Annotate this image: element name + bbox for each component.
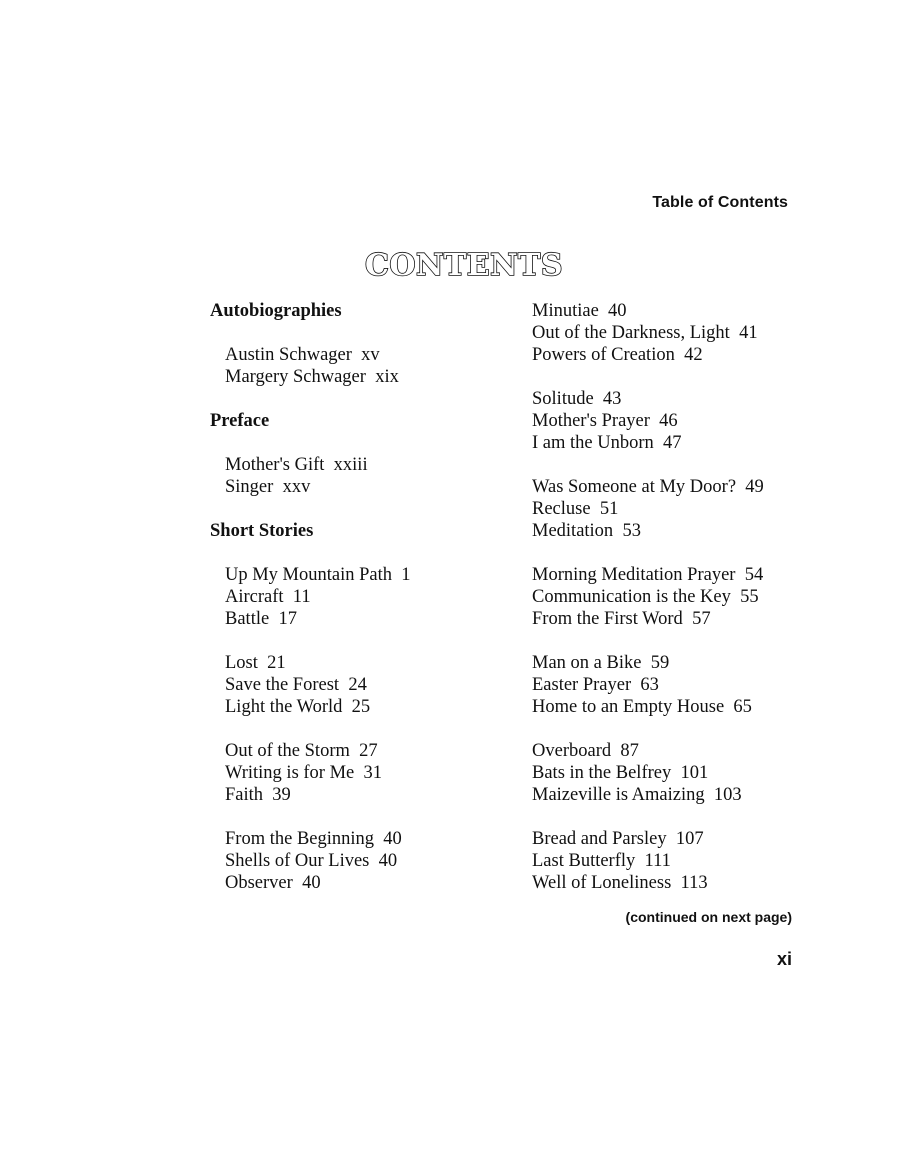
section-spacer <box>210 498 510 520</box>
toc-entry <box>532 300 832 322</box>
toc-entry-page: 111 <box>644 851 671 871</box>
toc-entry <box>532 740 832 762</box>
toc-entry <box>532 388 832 410</box>
section-spacer <box>210 542 510 564</box>
toc-entry-page: 1 <box>401 565 411 585</box>
toc-entry <box>210 476 510 498</box>
page-number: xi <box>776 949 792 969</box>
toc-entry-title: Mother's Gift <box>225 455 325 475</box>
toc-entry <box>532 608 832 630</box>
section-spacer <box>532 366 832 388</box>
toc-entry <box>532 498 832 520</box>
toc-entry <box>210 652 510 674</box>
toc-entry-title: Writing is for Me <box>225 763 355 783</box>
section-spacer <box>532 542 832 564</box>
toc-entry-page: 31 <box>363 763 382 783</box>
toc-entry <box>210 696 510 718</box>
continued-note: (continued on next page) <box>625 909 792 925</box>
toc-entry <box>210 564 510 586</box>
toc-entry <box>532 652 832 674</box>
toc-entry-page: xxiii <box>333 455 368 475</box>
toc-entry-page: 51 <box>599 499 619 519</box>
toc-entry-page: 40 <box>302 873 321 893</box>
toc-entry <box>210 872 510 894</box>
toc-entry-title: From the First Word <box>532 609 683 629</box>
toc-entry <box>210 454 510 476</box>
toc-entry-page: 49 <box>745 477 764 497</box>
toc-entry-title: Solitude <box>532 389 594 409</box>
toc-entry-page: 40 <box>383 829 402 849</box>
toc-entry-page: 53 <box>622 521 641 541</box>
toc-entry <box>210 608 510 630</box>
toc-entry-page: 42 <box>684 345 703 365</box>
toc-entry-page: 46 <box>659 411 678 431</box>
toc-entry-page: 43 <box>602 389 622 409</box>
toc-entry-page: 65 <box>733 697 752 717</box>
toc-entry-title: I am the Unborn <box>532 433 654 453</box>
toc-entry-title: Maizeville is Amaizing <box>532 785 705 805</box>
toc-entry-title: Easter Prayer <box>532 675 632 695</box>
toc-entry-page: 103 <box>713 785 742 805</box>
section-spacer <box>532 630 832 652</box>
toc-entry-title: Margery Schwager <box>225 367 366 387</box>
toc-entry <box>532 520 832 542</box>
toc-entry-page: 113 <box>680 873 708 893</box>
toc-entry <box>532 828 832 850</box>
toc-entry <box>532 476 832 498</box>
toc-entry <box>210 586 510 608</box>
toc-entry-title: Powers of Creation <box>532 345 675 365</box>
toc-entry-page: 40 <box>608 301 627 321</box>
toc-entry-page: 107 <box>675 829 704 849</box>
toc-entry <box>532 872 832 894</box>
toc-entry <box>532 564 832 586</box>
section-heading: Preface <box>210 411 270 431</box>
toc-entry-title: Out of the Storm <box>225 741 350 761</box>
section-spacer <box>210 806 510 828</box>
toc-entry-title: Overboard <box>532 741 612 761</box>
toc-right-column <box>532 300 832 894</box>
toc-entry <box>532 784 832 806</box>
toc-entry-page: 63 <box>640 675 659 695</box>
toc-entry-title: Well of Loneliness <box>532 873 672 893</box>
section-heading: Autobiographies <box>210 301 342 321</box>
toc-entry-title: Battle <box>225 609 270 629</box>
toc-entry-page: xxv <box>282 477 311 497</box>
toc-entry <box>532 344 832 366</box>
toc-entry <box>532 850 832 872</box>
toc-entry-title: Save the Forest <box>225 675 340 695</box>
toc-entry-title: Up My Mountain Path <box>225 565 393 585</box>
toc-entry-page: 57 <box>692 609 711 629</box>
toc-entry-page: xv <box>361 345 380 365</box>
toc-entry-title: Shells of Our Lives <box>225 851 370 871</box>
toc-entry-title: Singer <box>225 477 274 497</box>
section-spacer <box>210 432 510 454</box>
toc-entry-page: 21 <box>267 653 286 673</box>
section-spacer <box>532 718 832 740</box>
running-header: Table of Contents <box>652 194 788 211</box>
toc-entry <box>210 740 510 762</box>
toc-entry-title: Recluse <box>532 499 591 519</box>
toc-entry-page: 39 <box>272 785 291 805</box>
toc-left-column <box>210 300 510 894</box>
toc-entry-title: Bread and Parsley <box>532 829 667 849</box>
section-spacer <box>532 806 832 828</box>
toc-entry <box>210 850 510 872</box>
toc-entry-title: Morning Meditation Prayer <box>532 565 736 585</box>
toc-entry-page: 54 <box>744 565 764 585</box>
toc-entry-title: Faith <box>225 785 264 805</box>
toc-entry-page: xix <box>375 367 399 387</box>
section-spacer <box>210 388 510 410</box>
section-spacer <box>210 322 510 344</box>
toc-entry-page: 40 <box>378 851 398 871</box>
toc-entry-title: Out of the Darkness, Light <box>532 323 730 343</box>
toc-entry-title: Observer <box>225 873 293 893</box>
toc-entry-page: 101 <box>680 763 709 783</box>
toc-entry-title: Was Someone at My Door? <box>532 477 737 497</box>
toc-entry-page: 24 <box>348 675 367 695</box>
toc-entry-page: 27 <box>359 741 378 761</box>
toc-entry-title: Man on a Bike <box>532 653 642 673</box>
toc-entry-title: Last Butterfly <box>532 851 636 871</box>
toc-entry-page: 59 <box>650 653 670 673</box>
toc-entry-page: 25 <box>351 697 371 717</box>
toc-entry <box>532 432 832 454</box>
toc-entry <box>532 762 832 784</box>
toc-entry-title: Home to an Empty House <box>532 697 725 717</box>
toc-entry-title: Bats in the Belfrey <box>532 763 672 783</box>
toc-entry-title: Meditation <box>532 521 614 541</box>
section-spacer <box>210 718 510 740</box>
toc-entry <box>210 366 510 388</box>
toc-entry <box>532 586 832 608</box>
toc-entry <box>532 410 832 432</box>
section-heading: Short Stories <box>210 521 314 541</box>
toc-entry-title: Austin Schwager <box>225 345 352 365</box>
toc-entry-title: Communication is the Key <box>532 587 731 607</box>
page-title: CONTENTS <box>364 248 564 283</box>
toc-entry-title: Aircraft <box>225 587 284 607</box>
toc-entry <box>210 762 510 784</box>
toc-entry-page: 11 <box>292 587 311 607</box>
toc-entry-page: 47 <box>663 433 682 453</box>
toc-entry-page: 55 <box>740 587 759 607</box>
toc-entry-title: Light the World <box>225 697 343 717</box>
toc-entry <box>210 674 510 696</box>
toc-entry-title: Lost <box>225 653 258 673</box>
toc-entry <box>210 828 510 850</box>
section-spacer <box>210 630 510 652</box>
toc-entry-page: 87 <box>620 741 639 761</box>
toc-entry <box>532 696 832 718</box>
toc-entry <box>532 674 832 696</box>
toc-entry <box>532 322 832 344</box>
toc-entry-title: Mother's Prayer <box>532 411 650 431</box>
toc-entry-page: 17 <box>278 609 297 629</box>
toc-entry-title: From the Beginning <box>225 829 375 849</box>
toc-entry <box>210 784 510 806</box>
toc-entry-title: Minutiae <box>532 301 599 321</box>
toc-entry-page: 41 <box>739 323 758 343</box>
section-spacer <box>532 454 832 476</box>
toc-entry <box>210 344 510 366</box>
